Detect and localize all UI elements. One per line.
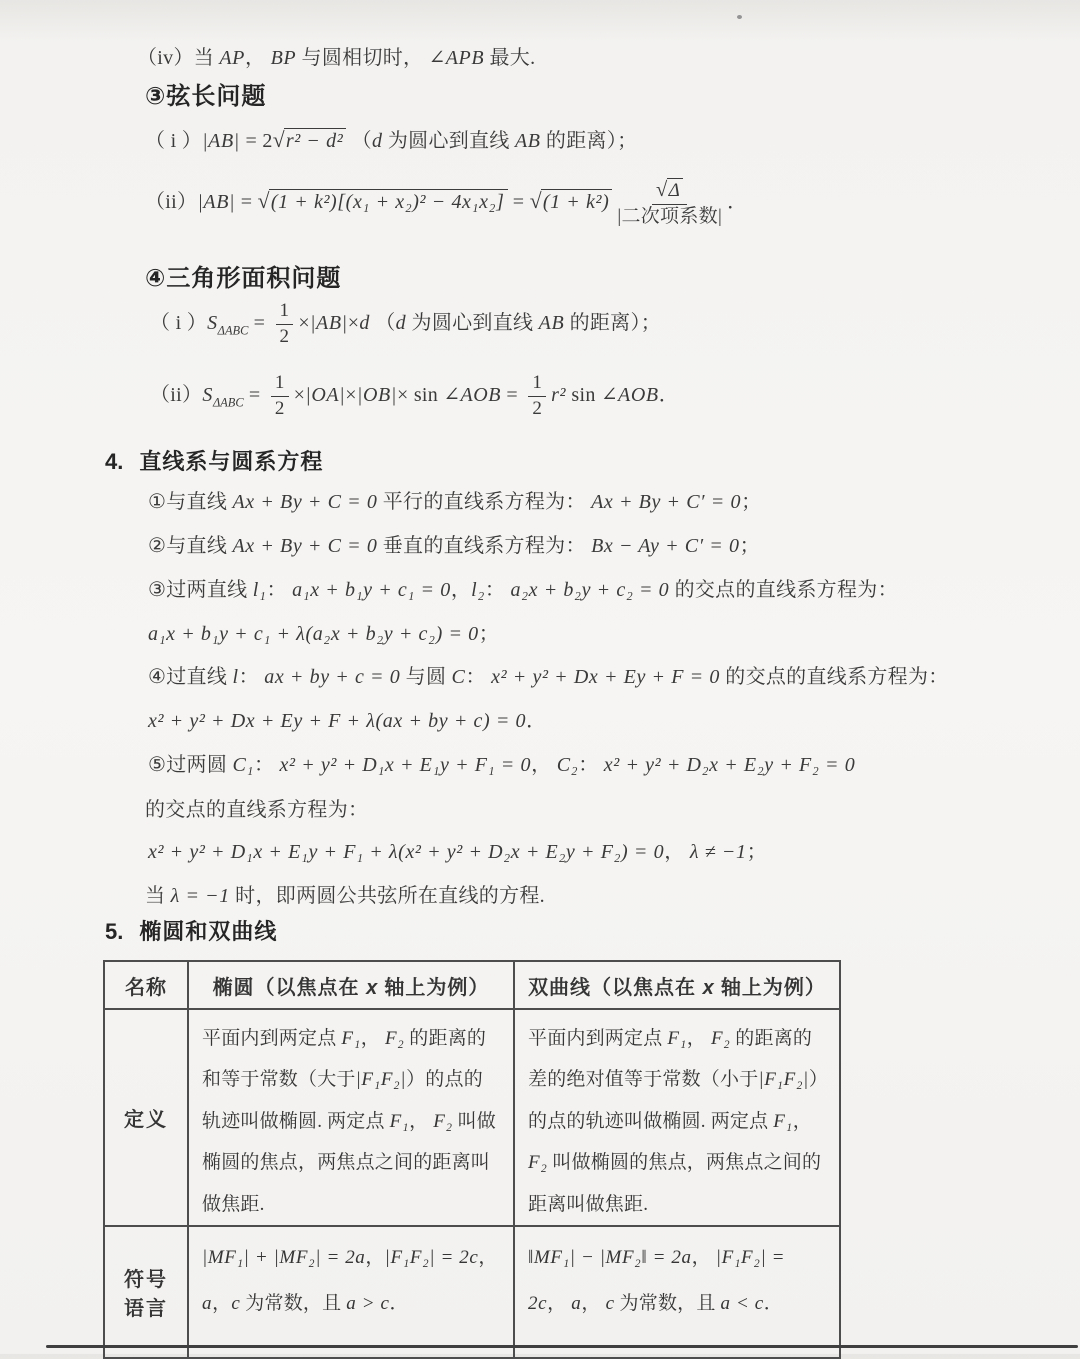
formula-two-circles-system: x² + y² + D₁x + E₁y + F₁ + λ(x² + y² + D₂x + E₂y + F₂) = 0， λ ≠ −1； — [148, 841, 767, 863]
section-4-number: 4. — [105, 449, 124, 474]
section-5-number: 5. — [105, 919, 124, 944]
table-header-name: 名称 — [104, 961, 188, 1009]
formula-triangle-area-ii: $(ii)S_{\Delta ABC}$ = $\frac{1}{2}$ ×|OA|×|OB|× sin ∠AOB = $\frac{1}{2}$ r² sin ∠AOB． — [150, 372, 680, 419]
cell-definition-ellipse: 平面内到两定点 F₁， F₂ 的距离的和等于常数（大于|F₁F₂|）的点的轨迹叫做椭圆. 两定点 F₁， F₂ 叫做椭圆的焦点，两焦点之间的距离叫做焦距. — [188, 1009, 514, 1226]
table-row-symbolic-language — [104, 1226, 840, 1358]
heading-chord-length-problems: ③弦长问题 — [145, 83, 267, 110]
para-two-circles-intersection-system: ⑤过两圆 C₁： x² + y² + D₁x + E₁y + F₁ = 0， C₂： x² + y² + D₂x + E₂y + F₂ = 0 — [148, 754, 856, 776]
heading-section-5-ellipse-hyperbola — [105, 916, 277, 948]
table-header-hyperbola: 双曲线（以焦点在 x 轴上为例） — [514, 961, 840, 1009]
para-common-chord-note: 当 λ = −1 时，即两圆公共弦所在直线的方程. — [145, 885, 545, 907]
cell-symbolic-label: 符号语言 — [104, 1226, 188, 1358]
ellipse-hyperbola-table — [103, 960, 841, 1359]
formula-line-circle-system: x² + y² + Dx + Ey + F + λ(ax + by + c) = 0． — [148, 710, 547, 732]
para-two-lines-intersection-system: ③过两直线 l₁： a₁x + b₁y + c₁ = 0，l₂： a₂x + b₂y + c₂ = 0 的交点的直线系方程为： — [148, 579, 898, 601]
cell-symbolic-hyperbola: ‖MF₁| − |MF₂‖ = 2a， |F₁F₂| = 2c， a， c 为常数，且 a < c． — [514, 1226, 840, 1358]
para-line-circle-intersection-system: ④过直线 l： ax + by + c = 0 与圆 C： x² + y² + Dx + Ey + F = 0 的交点的直线系方程为： — [148, 666, 949, 688]
formula-two-lines-system: a₁x + b₁y + c₁ + λ(a₂x + b₂y + c₂) = 0； — [148, 623, 500, 645]
section-5-title: 椭圆和双曲线 — [139, 919, 278, 944]
para-two-circles-system-continued: 的交点的直线系方程为： — [145, 799, 369, 821]
table-header-row — [104, 961, 840, 1009]
formula-triangle-area-i: （ i ）$S_{\Delta ABC}$ = $\frac{1}{2}$ ×|AB|×d （d 为圆心到直线 AB 的距离）； — [150, 300, 662, 347]
page-bottom-rule — [46, 1345, 1078, 1348]
cell-definition-hyperbola: 平面内到两定点 F₁， F₂ 的距离的差的绝对值等于常数（小于|F₁F₂|）的点的轨迹叫做椭圆. 两定点 F₁， F₂ 叫做椭圆的焦点，两焦点之间的距离叫做焦距. — [514, 1009, 840, 1226]
formula-chord-length-i: （ i ）|AB| = 2√r² − d² （d 为圆心到直线 AB 的距离）； — [145, 128, 638, 152]
heading-triangle-area-problems: ④三角形面积问题 — [145, 265, 342, 292]
formula-chord-length-ii: （ii）|AB| = √(1 + k²)[(x₁ + x₂)² − 4x₁x₂] = √(1 + k²) √Δ |二次项系数| ． — [145, 179, 748, 227]
heading-section-4-line-circle-systems — [105, 446, 323, 478]
section-4-title: 直线系与圆系方程 — [139, 449, 324, 474]
page-speck — [737, 15, 742, 19]
table-header-ellipse: 椭圆（以焦点在 x 轴上为例） — [188, 961, 514, 1009]
para-tangent-max-angle: （iv）当 AP， BP 与圆相切时， ∠APB 最大. — [137, 47, 536, 69]
cell-symbolic-ellipse: |MF₁| + |MF₂| = 2a，|F₁F₂| = 2c，a，c 为常数，且 a > c． — [188, 1226, 514, 1358]
table-row-definition — [104, 1009, 840, 1226]
para-parallel-line-system: ①与直线 Ax + By + C = 0 平行的直线系方程为： Ax + By + C′ = 0； — [148, 491, 762, 513]
para-perpendicular-line-system: ②与直线 Ax + By + C = 0 垂直的直线系方程为： Bx − Ay + C′ = 0； — [148, 535, 760, 557]
cell-definition-label: 定义 — [104, 1009, 188, 1226]
